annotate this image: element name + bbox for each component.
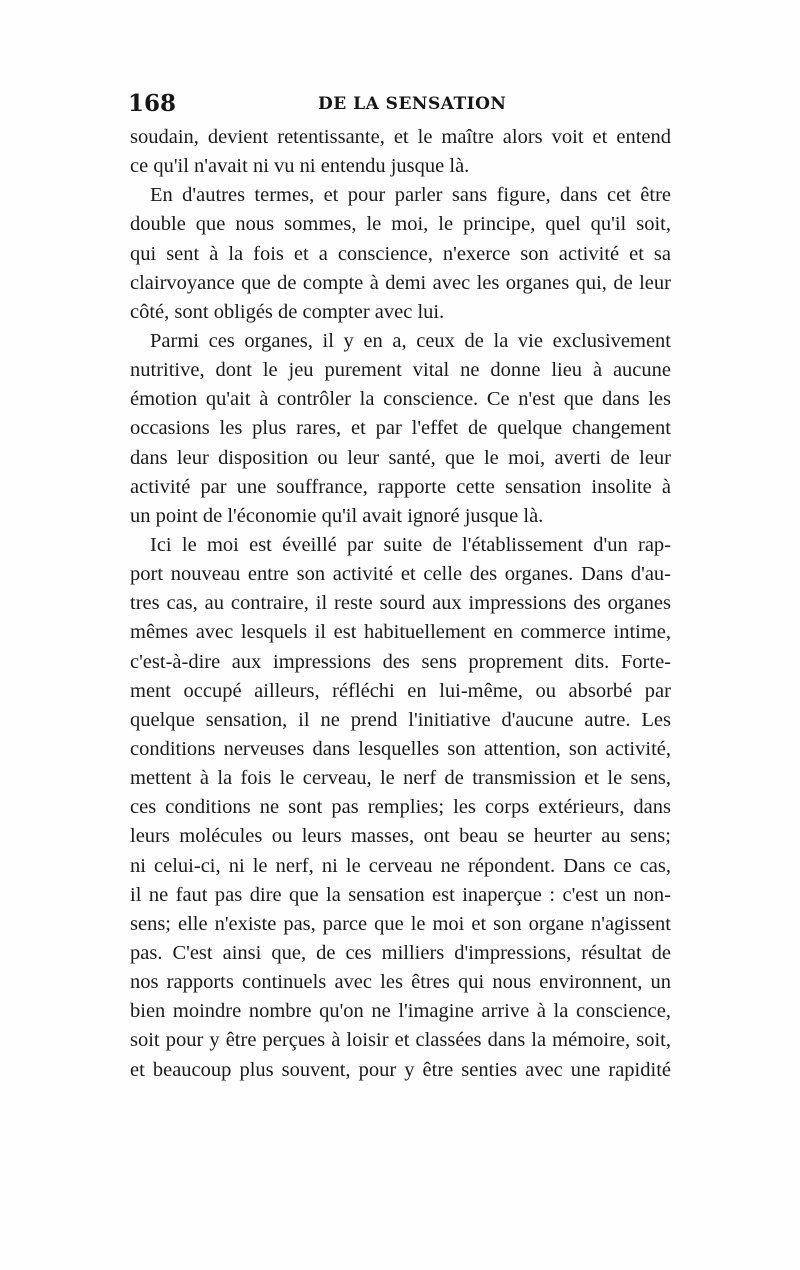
text-line: ce qu'il n'avait ni vu ni entendu jusque là. — [130, 155, 470, 178]
text-line: port nouveau entre son activité et celle des organes. Dans d'au- — [130, 563, 671, 586]
text-line: dans leur disposition ou leur santé, que le moi, averti de leur — [130, 446, 671, 469]
text-line: nutritive, dont le jeu purement vital ne donne lieu à aucune — [130, 359, 671, 382]
page-number: 168 — [128, 90, 177, 117]
text-line: ni celui-ci, ni le nerf, ni le cerveau ne répondent. Dans ce cas, — [130, 854, 671, 877]
text-line: soit pour y être perçues à loisir et classées dans la mémoire, soit, — [130, 1029, 671, 1052]
text-line: qui sent à la fois et a conscience, n'exerce son activité et sa — [130, 242, 671, 265]
text-line: activité par une souffrance, rapporte cette sensation insolite à — [130, 475, 671, 498]
text-line: double que nous sommes, le moi, le principe, quel qu'il soit, — [130, 213, 671, 236]
text-line: c'est-à-dire aux impressions des sens proprement dits. Forte- — [130, 650, 671, 673]
text-line: quelque sensation, il ne prend l'initiative d'aucune autre. Les — [130, 708, 671, 731]
text-line: sens; elle n'existe pas, parce que le moi et son organe n'agissent — [130, 912, 671, 935]
text-line: ces conditions ne sont pas remplies; les corps extérieurs, dans — [130, 796, 671, 819]
text-line: occasions les plus rares, et par l'effet de quelque changement — [130, 417, 671, 440]
text-line: et beaucoup plus souvent, pour y être senties avec une rapidité — [130, 1058, 671, 1081]
text-line: il ne faut pas dire que la sensation est inaperçue : c'est un non- — [130, 883, 671, 906]
text-line: soudain, devient retentissante, et le maître alors voit et entend — [130, 126, 671, 148]
text-line: nos rapports continuels avec les êtres qui nous environnent, un — [130, 971, 671, 994]
text-line: un point de l'économie qu'il avait ignoré jusque là. — [130, 504, 544, 527]
text-line: mettent à la fois le cerveau, le nerf de transmission et le sens, — [130, 767, 671, 790]
text-line: mêmes avec lesquels il est habituellement en commerce intime, — [130, 621, 671, 644]
text-line: bien moindre nombre qu'on ne l'imagine arrive à la conscience, — [130, 1000, 671, 1023]
text-line: leurs molécules ou leurs masses, ont beau se heurter au sens; — [130, 825, 671, 848]
text-line: conditions nerveuses dans lesquelles son attention, son activité, — [130, 737, 671, 760]
running-head: DE LA SENSATION — [318, 94, 507, 114]
text-line: émotion qu'ait à contrôler la conscience. Ce n'est que dans les — [130, 388, 671, 411]
text-line: clairvoyance que de compte à demi avec les organes qui, de leur — [130, 271, 671, 294]
paragraph-first-line: Parmi ces organes, il y en a, ceux de la vie exclusivement — [150, 329, 671, 352]
paragraph-first-line: En d'autres termes, et pour parler sans figure, dans cet être — [150, 184, 671, 207]
text-line: côté, sont obligés de compter avec lui. — [130, 300, 445, 323]
text-line: pas. C'est ainsi que, de ces milliers d'impressions, résultat de — [130, 941, 671, 964]
text-line: tres cas, au contraire, il reste sourd aux impressions des organes — [130, 592, 671, 615]
paragraph-first-line: Ici le moi est éveillé par suite de l'établissement d'un rap- — [150, 533, 671, 556]
page-body-text — [130, 123, 671, 1085]
page-header — [128, 90, 676, 122]
text-line: ment occupé ailleurs, réfléchi en lui-même, ou absorbé par — [130, 679, 671, 702]
